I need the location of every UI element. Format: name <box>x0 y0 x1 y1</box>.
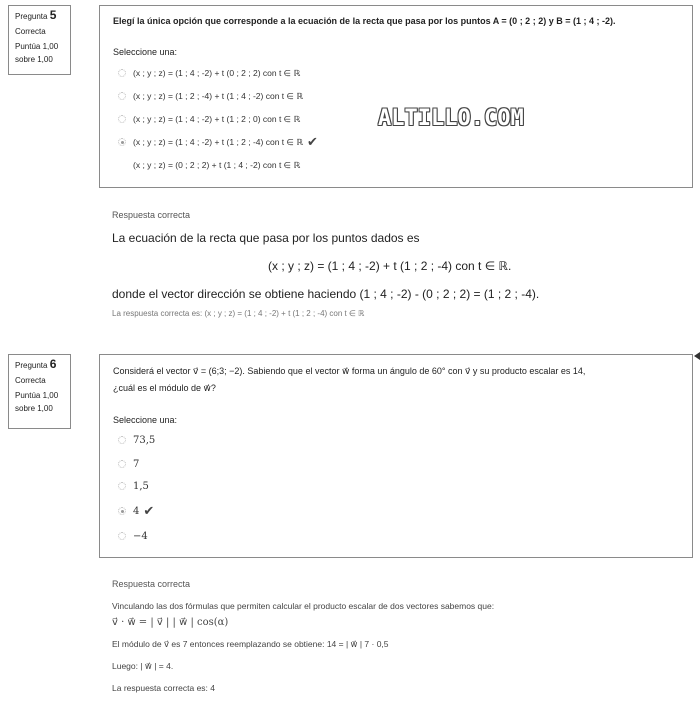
question-status: Correcta <box>15 376 46 385</box>
radio-button[interactable] <box>118 460 126 468</box>
radio-button-selected[interactable] <box>118 507 126 515</box>
question-score-max: sobre 1,00 <box>15 404 53 413</box>
radio-button[interactable] <box>118 161 126 169</box>
option-d[interactable]: 4 ✔ <box>118 504 154 518</box>
option-e[interactable]: (x ; y ; z) = (0 ; 2 ; 2) + t (1 ; 4 ; -2) con t ∈ ℝ <box>118 158 300 172</box>
question-text: Considerá el vector v⃗ = (6;3; −2). Sabiendo que el vector w⃗ forma un ángulo de 60° con v⃗ y su producto escalar es 14, <box>113 366 586 376</box>
correct-answer: La respuesta correcta es: 4 <box>112 683 216 693</box>
option-b[interactable]: (x ; y ; z) = (1 ; 2 ; -4) + t (1 ; 4 ; -2) con t ∈ ℝ <box>118 89 303 103</box>
option-a[interactable]: 73,5 <box>118 433 155 447</box>
question-number: Pregunta 5 <box>15 8 57 22</box>
feedback-line: Luego: | w⃗ | = 4. <box>112 661 174 671</box>
question-status: Correcta <box>15 27 46 36</box>
question-box-6 <box>99 354 693 558</box>
feedback-formula: v⃗ · w⃗ = | v⃗ | | w⃗ | cos(α) <box>112 617 229 628</box>
radio-button[interactable] <box>118 92 126 100</box>
question-text: Elegí la única opción que corresponde a la ecuación de la recta que pasa por los puntos A = (0 ; 2 ; 2) y B = (1 ; 4 ; -2). <box>113 16 616 26</box>
question-info-6 <box>8 354 71 429</box>
option-d[interactable]: (x ; y ; z) = (1 ; 4 ; -2) + t (1 ; 2 ; -4) con t ∈ ℝ ✔ <box>118 135 318 149</box>
select-prompt: Seleccione una: <box>113 415 178 425</box>
question-number: Pregunta 6 <box>15 357 57 371</box>
radio-button[interactable] <box>118 482 126 490</box>
radio-button[interactable] <box>118 436 126 444</box>
correct-answer: La respuesta correcta es: (x ; y ; z) = (1 ; 4 ; -2) + t (1 ; 2 ; -4) con t ∈ ℝ <box>112 309 365 318</box>
watermark: ALTILLO.COM <box>378 106 524 131</box>
check-icon: ✔ <box>307 134 318 149</box>
feedback-line: El módulo de v⃗ es 7 entonces reemplazando se obtiene: 14 = | w⃗ | 7 · 0,5 <box>112 639 389 649</box>
question-score-max: sobre 1,00 <box>15 55 53 64</box>
check-icon: ✔ <box>143 503 155 518</box>
feedback-title: Respuesta correcta <box>112 210 191 220</box>
radio-button[interactable] <box>118 69 126 77</box>
question-info-5 <box>8 5 71 75</box>
question-box-5 <box>99 5 693 188</box>
question-score: Puntúa 1,00 <box>15 42 59 51</box>
radio-button[interactable] <box>118 115 126 123</box>
option-c[interactable]: 1,5 <box>118 479 149 493</box>
question-text-2: ¿cuál es el módulo de w⃗? <box>113 383 216 393</box>
feedback-line: donde el vector dirección se obtiene haciendo (1 ; 4 ; -2) - (0 ; 2 ; 2) = (1 ; 2 ; -4). <box>112 287 540 301</box>
option-a[interactable]: (x ; y ; z) = (1 ; 4 ; -2) + t (0 ; 2 ; 2) con t ∈ ℝ <box>118 66 300 80</box>
feedback-equation: (x ; y ; z) = (1 ; 4 ; -2) + t (1 ; 2 ; -4) con t ∈ ℝ. <box>268 259 512 273</box>
feedback-line: La ecuación de la recta que pasa por los puntos dados es <box>112 231 420 245</box>
feedback-title: Respuesta correcta <box>112 579 191 589</box>
option-b[interactable]: 7 <box>118 457 139 471</box>
option-c[interactable]: (x ; y ; z) = (1 ; 4 ; -2) + t (1 ; 2 ; 0) con t ∈ ℝ <box>118 112 300 126</box>
feedback-line: Vinculando las dos fórmulas que permiten calcular el producto escalar de dos vectores sabemos que: <box>112 601 495 611</box>
option-e[interactable]: −4 <box>118 529 148 543</box>
radio-button[interactable] <box>118 532 126 540</box>
radio-button-selected[interactable] <box>118 138 126 146</box>
select-prompt: Seleccione una: <box>113 47 178 57</box>
collapse-arrow-icon[interactable] <box>694 352 700 360</box>
question-score: Puntúa 1,00 <box>15 391 59 400</box>
